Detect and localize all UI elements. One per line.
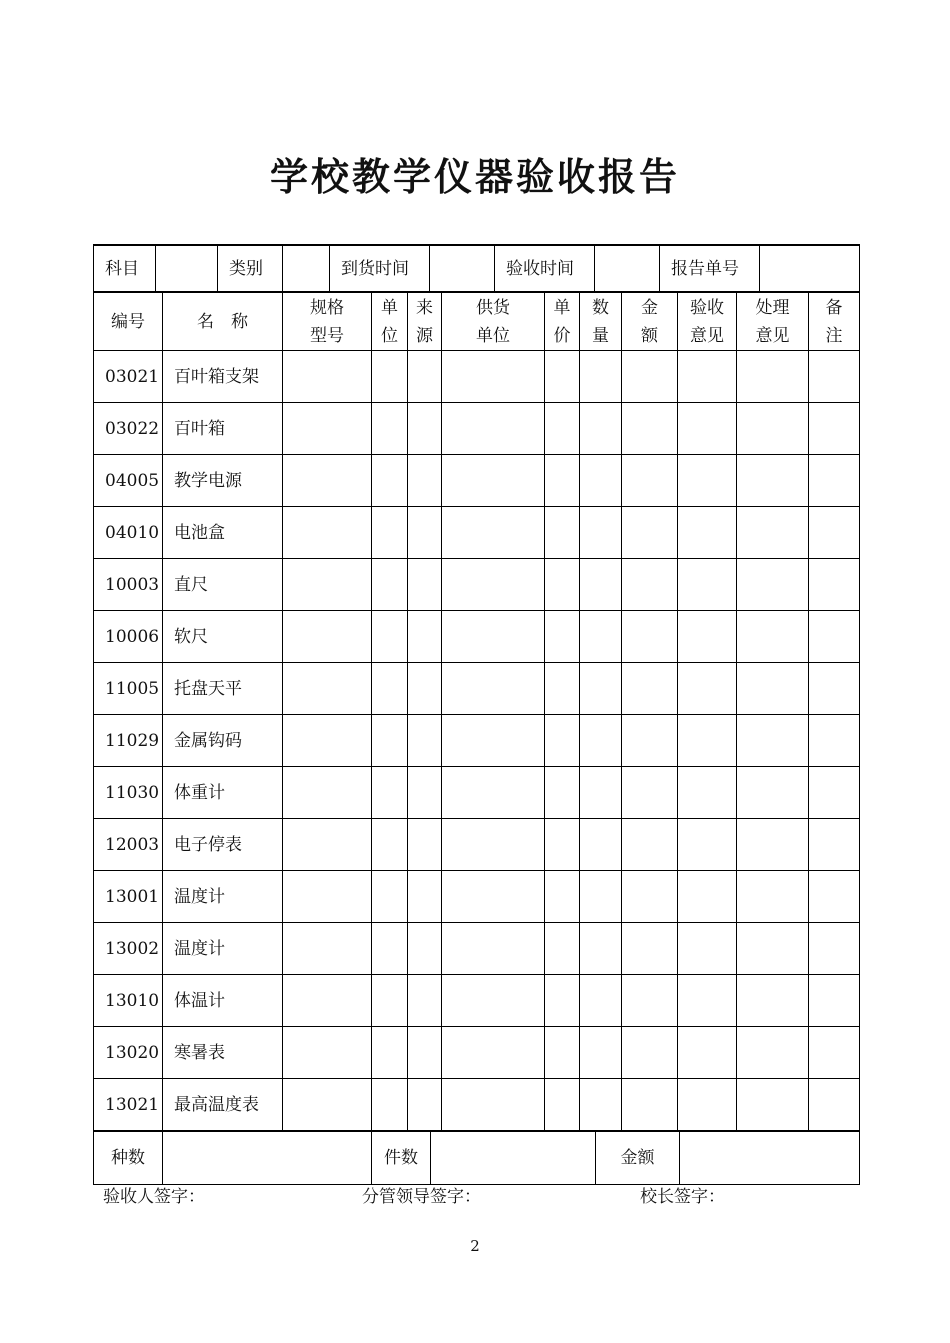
item-inspection-opinion-cell[interactable] (678, 455, 737, 507)
item-spec-cell[interactable] (283, 715, 372, 767)
category-value[interactable] (283, 245, 330, 292)
item-code: 12003 (94, 819, 163, 871)
item-code: 11005 (94, 663, 163, 715)
item-unit-cell[interactable] (372, 1027, 408, 1079)
item-remarks-cell[interactable] (809, 611, 860, 663)
item-amount-cell[interactable] (622, 507, 678, 559)
item-amount-cell[interactable] (622, 975, 678, 1027)
item-amount-cell[interactable] (622, 559, 678, 611)
item-handling-opinion-cell[interactable] (737, 923, 809, 975)
item-source-cell[interactable] (408, 767, 442, 819)
item-handling-opinion-cell[interactable] (737, 611, 809, 663)
table-row (94, 767, 860, 819)
item-unit-cell[interactable] (372, 559, 408, 611)
item-spec-cell[interactable] (283, 455, 372, 507)
item-supplier-cell[interactable] (442, 975, 545, 1027)
inspection-time-value[interactable] (595, 245, 660, 292)
item-source-cell[interactable] (408, 455, 442, 507)
item-supplier-cell[interactable] (442, 559, 545, 611)
supervisor-signature-label: 分管领导签字： (362, 1187, 481, 1207)
item-handling-opinion-cell[interactable] (737, 507, 809, 559)
item-code: 10006 (94, 611, 163, 663)
item-unit-cell[interactable] (372, 403, 408, 455)
item-quantity-cell[interactable] (580, 559, 622, 611)
item-spec-cell[interactable] (283, 611, 372, 663)
item-amount-cell[interactable] (622, 403, 678, 455)
item-code: 03022 (94, 403, 163, 455)
item-code: 13002 (94, 923, 163, 975)
form-header-table (93, 244, 860, 292)
item-quantity-cell[interactable] (580, 351, 622, 403)
item-supplier-cell[interactable] (442, 351, 545, 403)
item-inspection-opinion-cell[interactable] (678, 663, 737, 715)
pieces-value[interactable] (431, 1132, 596, 1185)
item-price-cell[interactable] (545, 559, 580, 611)
item-quantity-cell[interactable] (580, 455, 622, 507)
item-price-cell[interactable] (545, 1027, 580, 1079)
item-handling-opinion-cell[interactable] (737, 975, 809, 1027)
item-source-cell[interactable] (408, 559, 442, 611)
item-remarks-cell[interactable] (809, 871, 860, 923)
report-number-value[interactable] (760, 245, 860, 292)
item-inspection-opinion-cell[interactable] (678, 975, 737, 1027)
table-row (94, 403, 860, 455)
item-spec-cell[interactable] (283, 975, 372, 1027)
item-quantity-cell[interactable] (580, 507, 622, 559)
item-amount-cell[interactable] (622, 871, 678, 923)
col-code-header: 编号 (94, 293, 163, 351)
item-price-cell[interactable] (545, 351, 580, 403)
item-inspection-opinion-cell[interactable] (678, 871, 737, 923)
item-name: 百叶箱 (163, 403, 283, 455)
table-row (94, 455, 860, 507)
col-remarks-header: 备 注 (809, 293, 860, 351)
item-spec-cell[interactable] (283, 1079, 372, 1131)
subject-label: 科目 (94, 245, 156, 292)
item-code: 11030 (94, 767, 163, 819)
item-spec-cell[interactable] (283, 559, 372, 611)
item-name: 直尺 (163, 559, 283, 611)
item-inspection-opinion-cell[interactable] (678, 559, 737, 611)
acceptance-form (93, 244, 859, 1185)
item-quantity-cell[interactable] (580, 1079, 622, 1131)
item-inspection-opinion-cell[interactable] (678, 611, 737, 663)
item-name: 托盘天平 (163, 663, 283, 715)
table-row (94, 923, 860, 975)
col-quantity-header: 数 量 (580, 293, 622, 351)
table-row (94, 1079, 860, 1131)
item-quantity-cell[interactable] (580, 663, 622, 715)
item-spec-cell[interactable] (283, 403, 372, 455)
item-name: 温度计 (163, 923, 283, 975)
table-row (94, 351, 860, 403)
item-handling-opinion-cell[interactable] (737, 663, 809, 715)
item-code: 13001 (94, 871, 163, 923)
item-spec-cell[interactable] (283, 663, 372, 715)
item-supplier-cell[interactable] (442, 507, 545, 559)
item-inspection-opinion-cell[interactable] (678, 507, 737, 559)
item-remarks-cell[interactable] (809, 975, 860, 1027)
col-amount-header: 金 额 (622, 293, 678, 351)
item-source-cell[interactable] (408, 403, 442, 455)
totals-table (93, 1131, 860, 1185)
col-inspection-opinion-header: 验收 意见 (678, 293, 737, 351)
item-inspection-opinion-cell[interactable] (678, 403, 737, 455)
item-source-cell[interactable] (408, 663, 442, 715)
item-source-cell[interactable] (408, 871, 442, 923)
report-number-label: 报告单号 (660, 245, 760, 292)
item-remarks-cell[interactable] (809, 715, 860, 767)
item-unit-cell[interactable] (372, 923, 408, 975)
item-supplier-cell[interactable] (442, 663, 545, 715)
arrival-time-label: 到货时间 (330, 245, 430, 292)
table-row (94, 715, 860, 767)
item-unit-cell[interactable] (372, 351, 408, 403)
item-quantity-cell[interactable] (580, 611, 622, 663)
item-supplier-cell[interactable] (442, 871, 545, 923)
item-price-cell[interactable] (545, 871, 580, 923)
item-price-cell[interactable] (545, 767, 580, 819)
item-name: 软尺 (163, 611, 283, 663)
item-quantity-cell[interactable] (580, 403, 622, 455)
table-row (94, 819, 860, 871)
page-number: 2 (470, 1237, 480, 1255)
item-handling-opinion-cell[interactable] (737, 559, 809, 611)
item-unit-cell[interactable] (372, 611, 408, 663)
item-inspection-opinion-cell[interactable] (678, 1027, 737, 1079)
col-handling-opinion-header: 处理 意见 (737, 293, 809, 351)
item-name: 温度计 (163, 871, 283, 923)
col-source-header: 来 源 (408, 293, 442, 351)
item-code: 03021 (94, 351, 163, 403)
table-row (94, 559, 860, 611)
item-supplier-cell[interactable] (442, 455, 545, 507)
table-row (94, 871, 860, 923)
item-price-cell[interactable] (545, 923, 580, 975)
item-source-cell[interactable] (408, 1027, 442, 1079)
item-handling-opinion-cell[interactable] (737, 715, 809, 767)
item-inspection-opinion-cell[interactable] (678, 351, 737, 403)
kinds-value[interactable] (163, 1132, 372, 1185)
item-remarks-cell[interactable] (809, 403, 860, 455)
item-inspection-opinion-cell[interactable] (678, 819, 737, 871)
item-amount-cell[interactable] (622, 923, 678, 975)
item-quantity-cell[interactable] (580, 819, 622, 871)
col-supplier-header: 供货 单位 (442, 293, 545, 351)
total-amount-label: 金额 (596, 1132, 680, 1185)
item-code: 04005 (94, 455, 163, 507)
item-spec-cell[interactable] (283, 819, 372, 871)
col-price-header: 单 价 (545, 293, 580, 351)
col-spec-header: 规格 型号 (283, 293, 372, 351)
item-code: 10003 (94, 559, 163, 611)
item-name: 最高温度表 (163, 1079, 283, 1131)
item-name: 金属钩码 (163, 715, 283, 767)
item-inspection-opinion-cell[interactable] (678, 767, 737, 819)
item-price-cell[interactable] (545, 1079, 580, 1131)
category-label: 类别 (218, 245, 283, 292)
item-supplier-cell[interactable] (442, 611, 545, 663)
item-name: 寒暑表 (163, 1027, 283, 1079)
item-amount-cell[interactable] (622, 1079, 678, 1131)
item-inspection-opinion-cell[interactable] (678, 1079, 737, 1131)
item-inspection-opinion-cell[interactable] (678, 715, 737, 767)
item-price-cell[interactable] (545, 975, 580, 1027)
item-unit-cell[interactable] (372, 767, 408, 819)
pieces-label: 件数 (372, 1132, 431, 1185)
arrival-time-value[interactable] (430, 245, 495, 292)
item-price-cell[interactable] (545, 663, 580, 715)
item-source-cell[interactable] (408, 975, 442, 1027)
item-spec-cell[interactable] (283, 923, 372, 975)
table-row (94, 1027, 860, 1079)
item-inspection-opinion-cell[interactable] (678, 923, 737, 975)
item-handling-opinion-cell[interactable] (737, 819, 809, 871)
item-quantity-cell[interactable] (580, 1027, 622, 1079)
item-unit-cell[interactable] (372, 663, 408, 715)
item-spec-cell[interactable] (283, 1027, 372, 1079)
item-price-cell[interactable] (545, 455, 580, 507)
item-supplier-cell[interactable] (442, 1079, 545, 1131)
item-name: 体重计 (163, 767, 283, 819)
item-remarks-cell[interactable] (809, 455, 860, 507)
col-unit-header: 单 位 (372, 293, 408, 351)
subject-value[interactable] (156, 245, 218, 292)
item-remarks-cell[interactable] (809, 559, 860, 611)
item-code: 13010 (94, 975, 163, 1027)
item-source-cell[interactable] (408, 1079, 442, 1131)
item-remarks-cell[interactable] (809, 1027, 860, 1079)
item-spec-cell[interactable] (283, 871, 372, 923)
column-header-row (94, 293, 860, 351)
item-supplier-cell[interactable] (442, 1027, 545, 1079)
item-quantity-cell[interactable] (580, 871, 622, 923)
item-amount-cell[interactable] (622, 819, 678, 871)
signature-line (103, 1182, 863, 1208)
item-quantity-cell[interactable] (580, 923, 622, 975)
item-remarks-cell[interactable] (809, 351, 860, 403)
item-handling-opinion-cell[interactable] (737, 403, 809, 455)
page-title: 学校教学仪器验收报告 (269, 155, 680, 199)
item-source-cell[interactable] (408, 715, 442, 767)
item-supplier-cell[interactable] (442, 403, 545, 455)
item-price-cell[interactable] (545, 819, 580, 871)
item-name: 百叶箱支架 (163, 351, 283, 403)
inspector-signature-label: 验收人签字： (103, 1187, 205, 1207)
col-name-header: 名 称 (163, 293, 283, 351)
item-handling-opinion-cell[interactable] (737, 1079, 809, 1131)
item-remarks-cell[interactable] (809, 663, 860, 715)
item-supplier-cell[interactable] (442, 767, 545, 819)
item-amount-cell[interactable] (622, 1027, 678, 1079)
table-row (94, 507, 860, 559)
principal-signature-label: 校长签字： (640, 1187, 725, 1207)
item-price-cell[interactable] (545, 507, 580, 559)
item-amount-cell[interactable] (622, 351, 678, 403)
item-price-cell[interactable] (545, 715, 580, 767)
item-name: 体温计 (163, 975, 283, 1027)
item-remarks-cell[interactable] (809, 923, 860, 975)
item-handling-opinion-cell[interactable] (737, 1027, 809, 1079)
item-code: 13021 (94, 1079, 163, 1131)
item-quantity-cell[interactable] (580, 715, 622, 767)
item-source-cell[interactable] (408, 611, 442, 663)
item-price-cell[interactable] (545, 611, 580, 663)
item-remarks-cell[interactable] (809, 767, 860, 819)
item-unit-cell[interactable] (372, 507, 408, 559)
item-unit-cell[interactable] (372, 1079, 408, 1131)
table-row (94, 663, 860, 715)
item-handling-opinion-cell[interactable] (737, 767, 809, 819)
table-row (94, 611, 860, 663)
item-handling-opinion-cell[interactable] (737, 351, 809, 403)
item-unit-cell[interactable] (372, 975, 408, 1027)
item-source-cell[interactable] (408, 507, 442, 559)
item-amount-cell[interactable] (622, 455, 678, 507)
item-spec-cell[interactable] (283, 507, 372, 559)
item-source-cell[interactable] (408, 923, 442, 975)
item-remarks-cell[interactable] (809, 1079, 860, 1131)
item-code: 13020 (94, 1027, 163, 1079)
item-spec-cell[interactable] (283, 767, 372, 819)
item-name: 电池盒 (163, 507, 283, 559)
item-source-cell[interactable] (408, 351, 442, 403)
item-unit-cell[interactable] (372, 715, 408, 767)
item-handling-opinion-cell[interactable] (737, 871, 809, 923)
item-unit-cell[interactable] (372, 871, 408, 923)
item-amount-cell[interactable] (622, 663, 678, 715)
item-remarks-cell[interactable] (809, 507, 860, 559)
item-amount-cell[interactable] (622, 715, 678, 767)
table-row (94, 975, 860, 1027)
inspection-time-label: 验收时间 (495, 245, 595, 292)
item-code: 11029 (94, 715, 163, 767)
item-handling-opinion-cell[interactable] (737, 455, 809, 507)
total-amount-value[interactable] (680, 1132, 860, 1185)
item-price-cell[interactable] (545, 403, 580, 455)
items-table (93, 292, 860, 1131)
item-amount-cell[interactable] (622, 611, 678, 663)
item-supplier-cell[interactable] (442, 819, 545, 871)
kinds-label: 种数 (94, 1132, 163, 1185)
item-unit-cell[interactable] (372, 455, 408, 507)
item-remarks-cell[interactable] (809, 819, 860, 871)
item-name: 教学电源 (163, 455, 283, 507)
item-supplier-cell[interactable] (442, 715, 545, 767)
item-name: 电子停表 (163, 819, 283, 871)
item-quantity-cell[interactable] (580, 767, 622, 819)
item-spec-cell[interactable] (283, 351, 372, 403)
item-unit-cell[interactable] (372, 819, 408, 871)
item-supplier-cell[interactable] (442, 923, 545, 975)
item-source-cell[interactable] (408, 819, 442, 871)
item-amount-cell[interactable] (622, 767, 678, 819)
item-code: 04010 (94, 507, 163, 559)
item-quantity-cell[interactable] (580, 975, 622, 1027)
